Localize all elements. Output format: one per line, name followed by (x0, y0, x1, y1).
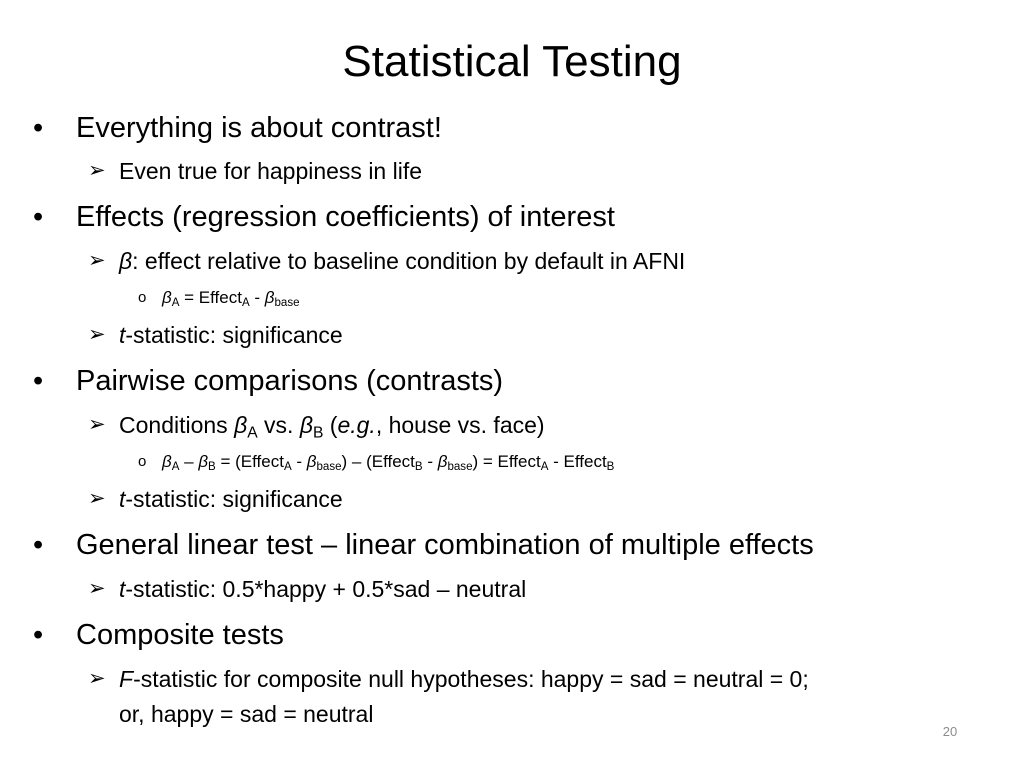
sub-bullet-conditions: Conditions $\beta_A$ vs. $\beta_B$ (e.g., house vs. face) (119, 412, 545, 442)
slide-number: 20 (942, 724, 958, 739)
beta-symbol: β (119, 248, 133, 274)
bullet-everything-contrast: Everything is about contrast! (76, 112, 442, 144)
arrow-bullet-icon: ➢ (88, 249, 106, 272)
formula-contrast: $\beta_A - \beta_B$ = (Effect$_A$ - $\beta_{base}$) – (Effect$_B$ - $\beta_{base}$) = Effect$_A$ - Effect$_B$ (162, 452, 615, 474)
bullet-pairwise-comparisons: Pairwise comparisons (contrasts) (76, 365, 504, 397)
slide-title: Statistical Testing (342, 37, 682, 86)
circle-bullet-icon: o (138, 289, 147, 306)
sub-bullet-f-statistic: F-statistic for composite null hypotheses: happy = sad = neutral = 0; (119, 666, 809, 692)
bullet-composite-tests: Composite tests (76, 619, 284, 651)
bullet-marker: • (33, 619, 44, 651)
arrow-bullet-icon: ➢ (88, 577, 106, 600)
arrow-bullet-icon: ➢ (88, 413, 106, 436)
sub-bullet-glt-formula: t-statistic: 0.5*happy + 0.5*sad – neutral (119, 576, 527, 602)
bullet-general-linear-test: General linear test – linear combination of multiple effects (76, 529, 814, 561)
sub-bullet-t-statistic: t-statistic: significance (119, 486, 343, 512)
arrow-bullet-icon: ➢ (88, 159, 106, 182)
bullet-marker: • (33, 112, 44, 144)
beta-definition-text: : effect relative to baseline condition by default in AFNI (132, 248, 686, 274)
sub-bullet-f-statistic-cont: or, happy = sad = neutral (119, 701, 374, 727)
sub-bullet-happiness: Even true for happiness in life (119, 158, 423, 184)
arrow-bullet-icon: ➢ (88, 667, 106, 690)
sub-bullet-beta-definition (119, 247, 685, 275)
circle-bullet-icon: o (138, 453, 147, 470)
formula-beta-a: $\beta_A$ = Effect$_A$ - $\beta_{base}$ (162, 288, 300, 310)
bullet-marker: • (33, 365, 44, 397)
bullet-marker: • (33, 201, 44, 233)
arrow-bullet-icon: ➢ (88, 323, 106, 346)
arrow-bullet-icon: ➢ (88, 487, 106, 510)
bullet-marker: • (33, 529, 44, 561)
sub-bullet-t-statistic: t-statistic: significance (119, 322, 343, 348)
bullet-effects-of-interest: Effects (regression coefficients) of interest (76, 201, 615, 233)
